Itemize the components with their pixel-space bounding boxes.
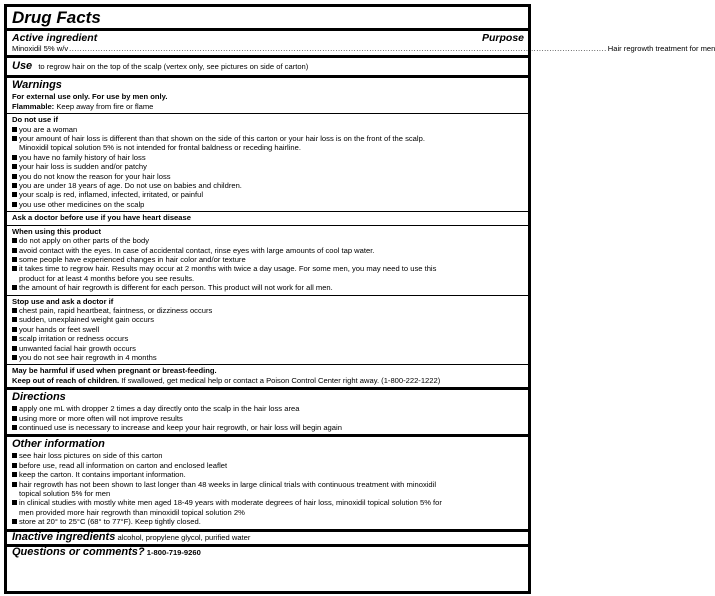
flammable-line [12,102,524,111]
do-not-use-section [7,114,528,211]
list-item: keep the carton. It contains important information. [12,470,524,479]
keep-out-line [12,376,524,385]
active-ingredient-heading: Active ingredient [12,32,98,44]
directions-list [12,404,524,432]
list-item: chest pain, rapid heartbeat, faintness, or dizziness occurs [12,306,524,315]
drug-facts-panel [4,4,715,594]
list-item: your hands or feet swell [12,325,524,334]
other-information-list [12,451,524,526]
list-item: sudden, unexplained weight gain occurs [12,315,524,324]
list-item: store at 20° to 25°C (68° to 77°F). Keep tightly closed. [12,517,524,526]
list-item-continuation: Minoxidil topical solution 5% is not intended for frontal baldness or receding hairline. [19,143,301,153]
flammable-label: Flammable: [12,101,55,111]
list-item: your hair loss is sudden and/or patchy [12,162,524,171]
list-item: apply one mL with dropper 2 times a day directly onto the scalp in the hair loss area [12,404,524,413]
directions-section [7,390,528,434]
questions-heading: Questions or comments? [12,546,145,559]
list-item-continuation: product for at least 4 months before you see results. [19,273,195,283]
stop-use-heading: Stop use and ask a doctor if [12,296,114,306]
do-not-use-list [12,125,524,210]
list-item: before use, read all information on carton and enclosed leaflet [12,461,524,470]
list-item: you use other medicines on the scalp [12,200,524,209]
warnings-intro [7,78,528,113]
external-use-text: For external use only. For use by men only. [12,92,168,102]
list-item: using more or more often will not improve results [12,414,524,423]
do-not-use-heading: Do not use if [12,115,58,125]
stop-use-section [7,296,528,365]
active-ingredient-header [7,31,528,44]
list-item-continuation: men provided more hair regrowth than minoxidil topical solution 2% [19,507,245,517]
list-item: it takes time to regrow hair. Results may occur at 2 months with twice a day usage. For some men, you may need to use this [12,264,524,273]
list-item: you do not know the reason for your hair loss [12,172,524,181]
inactive-ingredients-text: alcohol, propylene glycol, purified water [117,532,251,542]
list-item: the amount of hair regrowth is different for each person. This product will not work for all men. [12,283,524,292]
use-section [7,58,528,75]
pregnancy-text: May be harmful if used when pregnant or breast-feeding. [12,366,217,376]
list-item: see hair loss pictures on side of this carton [12,451,524,460]
directions-heading: Directions [12,391,66,404]
inactive-ingredients-heading: Inactive ingredients [12,530,116,543]
questions-section [7,547,528,559]
dot-leader: .............................................................................................................................................................................................................. [69,44,607,53]
list-item: in clinical studies with mostly white men aged 18-49 years with moderate degrees of hair loss, minoxidil topical solution 5% for [12,498,524,507]
list-item-continuation: topical solution 5% for men [19,489,111,499]
list-item: continued use is necessary to increase and keep your hair regrowth, or hair loss will begin again [12,423,524,432]
use-text: to regrow hair on the top of the scalp (vertex only, see pictures on side of carton) [38,62,309,72]
list-item: some people have experienced changes in hair color and/or texture [12,255,524,264]
list-item: unwanted facial hair growth occurs [12,344,524,353]
purpose-text: Hair regrowth treatment for men [607,44,715,53]
list-item: you are a woman [12,125,524,134]
inactive-ingredients-section [7,532,528,544]
list-item: your amount of hair loss is different than that shown on the side of this carton or your hair loss is on the front of the scalp. [12,134,524,143]
keep-out-label: Keep out of reach of children. [12,375,120,385]
purpose-heading: Purpose [481,32,524,44]
other-information-section [7,437,528,528]
warnings-heading: Warnings [12,79,62,92]
list-item: you are under 18 years of age. Do not use on babies and children. [12,181,524,190]
panel-title: Drug Facts [12,8,101,27]
use-heading: Use [12,60,33,73]
when-using-list [12,236,524,292]
keep-out-text: If swallowed, get medical help or contact a Poison Control Center right away. (1-800-222-1222) [121,375,441,385]
list-item: avoid contact with the eyes. In case of accidental contact, rinse eyes with large amounts of cool tap water. [12,246,524,255]
list-item: hair regrowth has not been shown to last longer than 48 weeks in large clinical trials with continuous treatment with minoxidil [12,480,524,489]
other-information-heading: Other information [12,438,105,451]
list-item: you do not see hair regrowth in 4 months [12,353,524,362]
pregnancy-section [7,365,528,387]
ask-doctor-text: Ask a doctor before use if you have heart disease [12,213,191,223]
list-item: your scalp is red, inflamed, infected, irritated, or painful [12,190,524,199]
active-ingredient-name: Minoxidil 5% w/v [12,44,69,53]
when-using-heading: When using this product [12,226,102,236]
list-item: do not apply on other parts of the body [12,236,524,245]
when-using-section [7,226,528,295]
questions-phone: 1-800-719-9260 [146,548,201,558]
list-item: you have no family history of hair loss [12,153,524,162]
active-ingredient-row [7,44,715,55]
flammable-text: Keep away from fire or flame [56,101,154,111]
list-item: scalp irritation or redness occurs [12,334,524,343]
stop-use-list [12,306,524,362]
